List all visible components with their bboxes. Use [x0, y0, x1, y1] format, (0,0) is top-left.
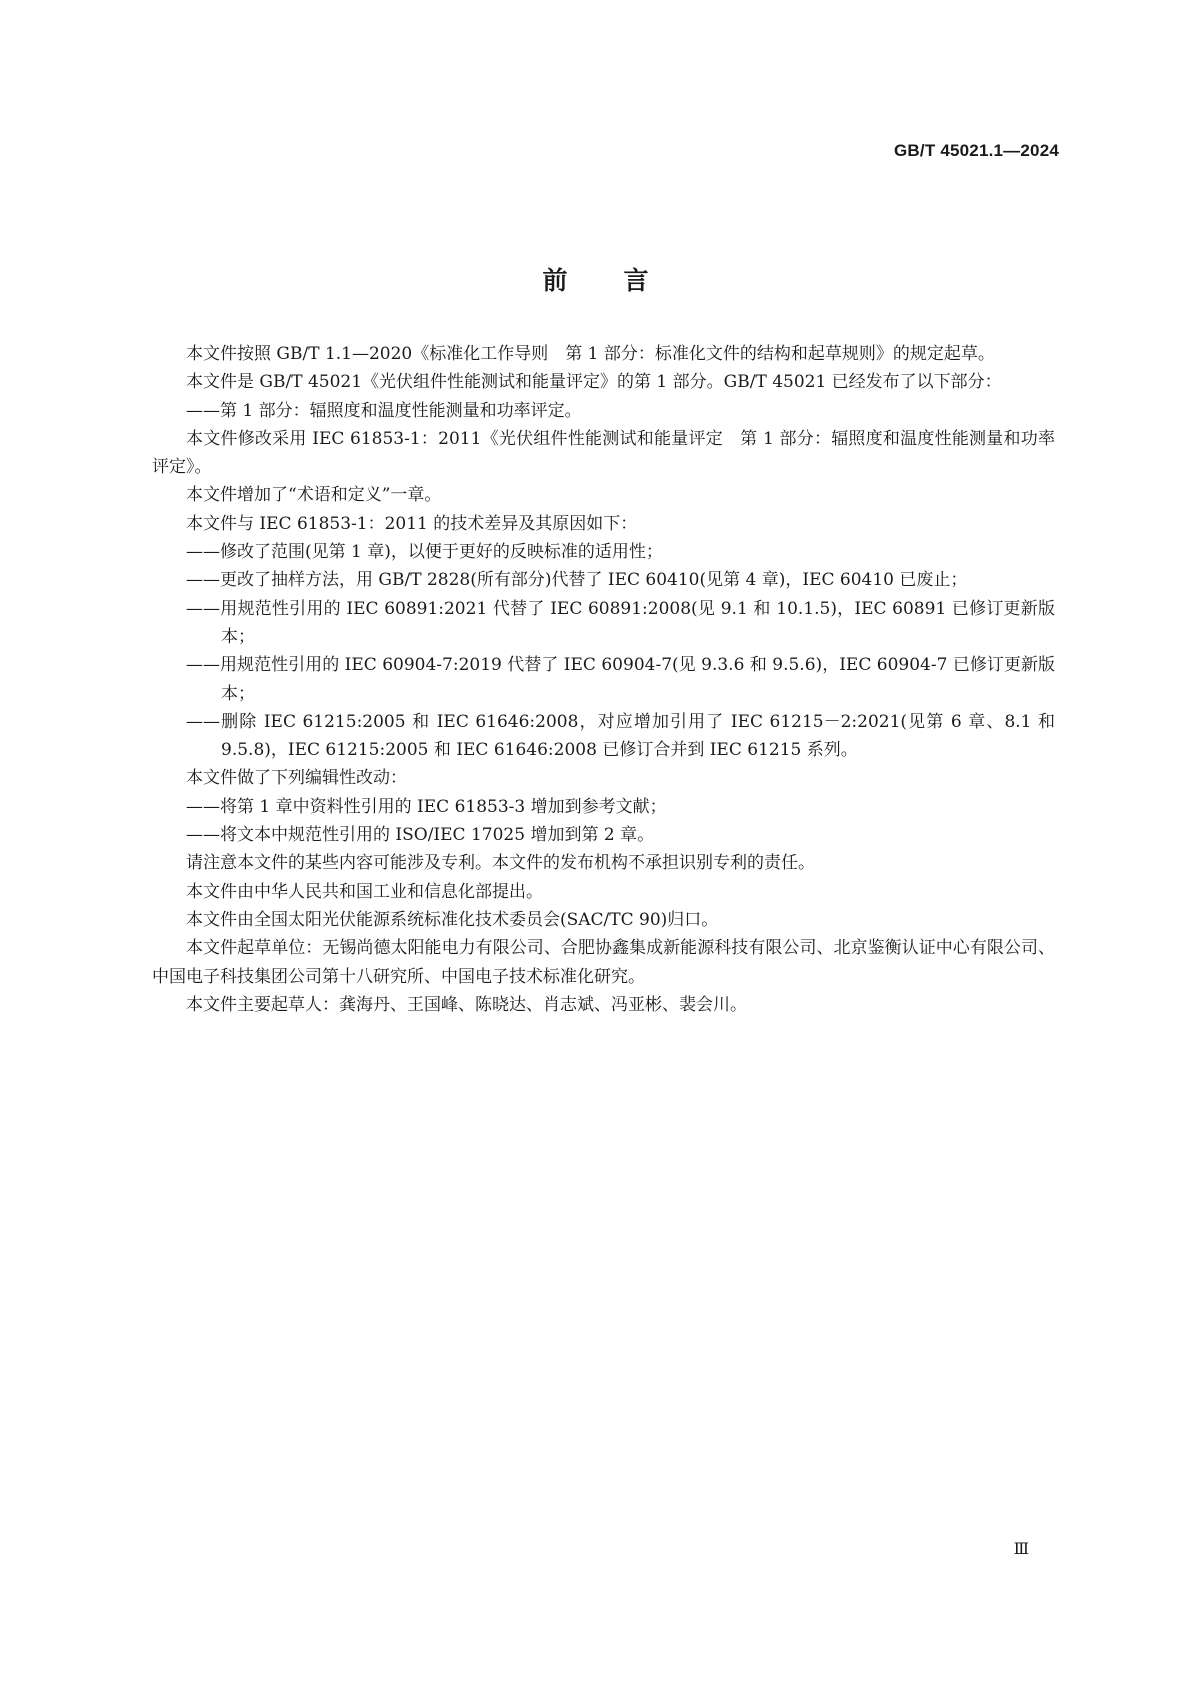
list-item: ——修改了范围(见第 1 章)，以便于更好的反映标准的适用性； — [186, 542, 663, 563]
page-number: Ⅲ — [1013, 1539, 1029, 1558]
list-item: ——将文本中规范性引用的 ISO/IEC 17025 增加到第 2 章。 — [186, 825, 655, 846]
paragraph: 请注意本文件的某些内容可能涉及专利。本文件的发布机构不承担识别专利的责任。 — [186, 853, 815, 874]
paragraph: 本文件是 GB/T 45021《光伏组件性能测试和能量评定》的第 1 部分。GB/T 45021 已经发布了以下部分： — [186, 372, 1002, 393]
list-item: ——将第 1 章中资料性引用的 IEC 61853-3 增加到参考文献； — [186, 796, 667, 817]
paragraph: 本文件起草单位：无锡尚德太阳能电力有限公司、合肥协鑫集成新能源科技有限公司、北京鉴衡认证中心有限公司、中国电子科技集团公司第十八研究所、中国电子技术标准化研究。 — [152, 938, 1055, 987]
list-item: ——删除 IEC 61215:2005 和 IEC 61646:2008，对应增加引用了 IEC 61215－2:2021(见第 6 章、8.1 和 9.5.8)，IEC 61215:2005 和 IEC 61646:2008 已修订合并到 IEC 61215 系列。 — [186, 711, 1055, 761]
paragraph: 本文件由全国太阳光伏能源系统标准化技术委员会(SAC/TC 90)归口。 — [186, 909, 719, 930]
list-item: ——第 1 部分：辐照度和温度性能测量和功率评定。 — [186, 400, 582, 421]
paragraph: 本文件由中华人民共和国工业和信息化部提出。 — [186, 881, 543, 902]
paragraph: 本文件按照 GB/T 1.1—2020《标准化工作导则 第 1 部分：标准化文件的结构和起草规则》的规定起草。 — [186, 344, 995, 364]
paragraph: 本文件与 IEC 61853-1：2011 的技术差异及其原因如下： — [186, 513, 638, 534]
standard-code: GB/T 45021.1—2024 — [894, 141, 1059, 160]
foreword-body — [152, 340, 1055, 1019]
list-item: ——更改了抽样方法，用 GB/T 2828(所有部分)代替了 IEC 60410(见第 4 章)，IEC 60410 已废止； — [186, 570, 968, 591]
paragraph: 本文件增加了“术语和定义”一章。 — [186, 485, 442, 506]
list-item: ——用规范性引用的 IEC 60891:2021 代替了 IEC 60891:2008(见 9.1 和 10.1.5)，IEC 60891 已修订更新版本； — [186, 598, 1055, 647]
page-title: 前言 — [542, 265, 705, 295]
list-item: ——用规范性引用的 IEC 60904-7:2019 代替了 IEC 60904-7(见 9.3.6 和 9.5.6)，IEC 60904-7 已修订更新版本； — [186, 655, 1055, 704]
paragraph: 本文件做了下列编辑性改动： — [186, 768, 407, 789]
paragraph: 本文件修改采用 IEC 61853-1：2011《光伏组件性能测试和能量评定 第 1 部分：辐照度和温度性能测量和功率评定》。 — [152, 428, 1055, 478]
paragraph: 本文件主要起草人：龚海丹、王国峰、陈晓达、肖志斌、冯亚彬、裴会川。 — [186, 994, 747, 1015]
